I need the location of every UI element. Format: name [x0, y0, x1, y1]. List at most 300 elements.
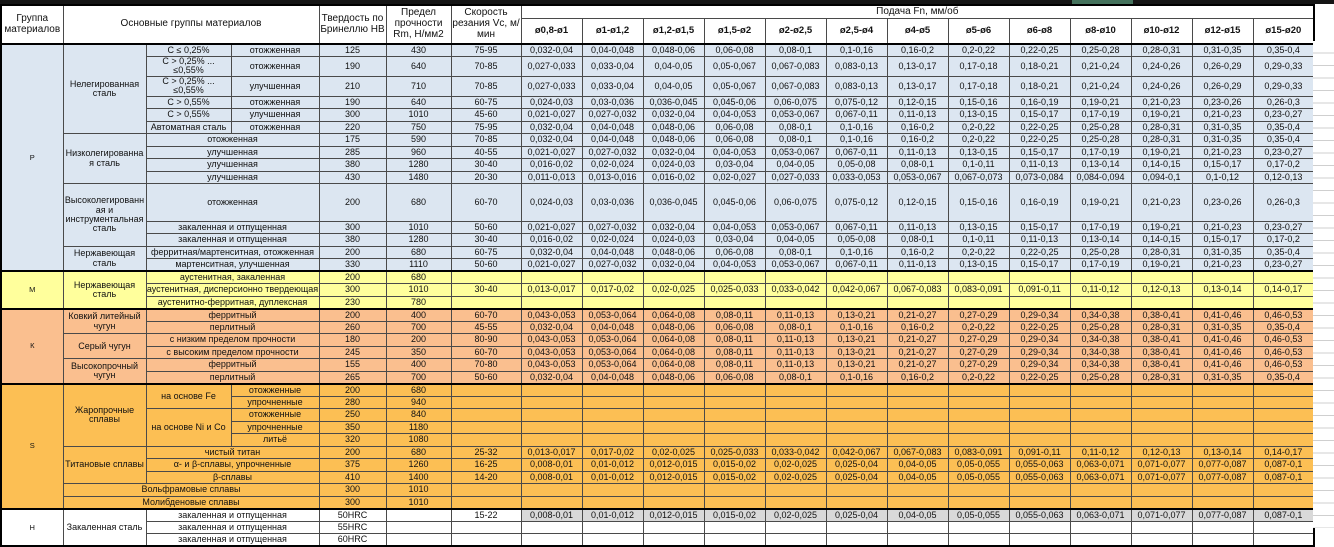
hardness-cell[interactable]: 190	[319, 57, 386, 77]
feed-value-cell[interactable]: 0,015-0,02	[704, 471, 765, 484]
feed-value-cell[interactable]: 0,06-0,08	[704, 321, 765, 334]
feed-value-cell[interactable]	[1070, 534, 1131, 547]
material-label-cell[interactable]: Серый чугун	[63, 334, 146, 359]
strength-cell[interactable]: 1110	[386, 259, 451, 272]
feed-value-cell[interactable]	[1253, 296, 1314, 309]
feed-value-cell[interactable]	[643, 296, 704, 309]
feed-value-cell[interactable]: 0,02-0,024	[582, 234, 643, 247]
feed-value-cell[interactable]: 0,1-0,11	[948, 234, 1009, 247]
feed-value-cell[interactable]: 0,008-0,01	[521, 471, 582, 484]
feed-value-cell[interactable]: 0,34-0,38	[1070, 346, 1131, 359]
feed-value-cell[interactable]	[826, 421, 887, 434]
feed-value-cell[interactable]: 0,13-0,15	[948, 221, 1009, 234]
feed-value-cell[interactable]	[1192, 421, 1253, 434]
feed-value-cell[interactable]: 0,29-0,34	[1009, 359, 1070, 372]
feed-value-cell[interactable]	[1131, 484, 1192, 497]
strength-cell[interactable]: 1080	[386, 434, 451, 447]
feed-value-cell[interactable]	[1192, 496, 1253, 509]
feed-value-cell[interactable]	[887, 496, 948, 509]
feed-value-cell[interactable]	[643, 484, 704, 497]
hardness-cell[interactable]: 380	[319, 159, 386, 172]
feed-value-cell[interactable]	[1009, 484, 1070, 497]
feed-value-cell[interactable]: 0,01-0,012	[582, 459, 643, 472]
feed-value-cell[interactable]	[948, 384, 1009, 397]
feed-value-cell[interactable]: 0,03-0,036	[582, 96, 643, 109]
feed-value-cell[interactable]: 0,19-0,21	[1070, 184, 1131, 222]
feed-value-cell[interactable]: 0,064-0,08	[643, 309, 704, 322]
feed-value-cell[interactable]	[582, 534, 643, 547]
material-label-cell[interactable]: ферритная/мартенситная, отожженная	[146, 246, 319, 259]
feed-value-cell[interactable]: 0,027-0,032	[582, 146, 643, 159]
feed-value-cell[interactable]: 0,27-0,29	[948, 346, 1009, 359]
feed-value-cell[interactable]: 0,012-0,015	[643, 509, 704, 522]
feed-value-cell[interactable]: 0,048-0,06	[643, 321, 704, 334]
feed-value-cell[interactable]: 0,15-0,17	[1192, 159, 1253, 172]
feed-value-cell[interactable]	[1192, 534, 1253, 547]
speed-cell[interactable]	[451, 521, 521, 534]
material-label-cell[interactable]: C > 0,55%	[146, 96, 231, 109]
material-label-cell[interactable]: Нержавеющая сталь	[63, 246, 146, 271]
material-label-cell[interactable]: аустенитная, дисперсионно твердеющая	[146, 284, 319, 295]
feed-value-cell[interactable]: 0,063-0,071	[1070, 459, 1131, 472]
feed-value-cell[interactable]	[521, 496, 582, 509]
feed-value-cell[interactable]	[704, 521, 765, 534]
feed-value-cell[interactable]: 0,045-0,06	[704, 184, 765, 222]
feed-value-cell[interactable]	[521, 271, 582, 284]
feed-value-cell[interactable]: 0,21-0,27	[887, 359, 948, 372]
feed-value-cell[interactable]: 0,14-0,17	[1253, 284, 1314, 297]
material-label-cell[interactable]: Закаленная сталь	[63, 509, 146, 547]
material-label-cell[interactable]: Ковкий литейный чугун	[63, 309, 146, 334]
feed-value-cell[interactable]: 0,063-0,071	[1070, 471, 1131, 484]
hardness-cell[interactable]: 60HRC	[319, 534, 386, 547]
feed-value-cell[interactable]: 0,033-0,053	[826, 171, 887, 184]
feed-value-cell[interactable]: 0,16-0,2	[887, 246, 948, 259]
feed-value-cell[interactable]	[887, 384, 948, 397]
feed-value-cell[interactable]: 0,048-0,06	[643, 44, 704, 57]
feed-value-cell[interactable]: 0,12-0,15	[887, 96, 948, 109]
feed-value-cell[interactable]: 0,18-0,21	[1009, 76, 1070, 96]
feed-value-cell[interactable]	[1192, 521, 1253, 534]
feed-value-cell[interactable]: 0,11-0,12	[1070, 284, 1131, 297]
material-label-cell[interactable]: Высокопрочный чугун	[63, 359, 146, 384]
strength-cell[interactable]: 1010	[386, 496, 451, 509]
hardness-cell[interactable]: 210	[319, 76, 386, 96]
feed-value-cell[interactable]	[704, 296, 765, 309]
feed-value-cell[interactable]	[521, 409, 582, 422]
feed-value-cell[interactable]	[1009, 421, 1070, 434]
speed-cell[interactable]: 70-80	[451, 359, 521, 372]
feed-value-cell[interactable]: 0,024-0,03	[521, 96, 582, 109]
feed-value-cell[interactable]: 0,094-0,1	[1131, 171, 1192, 184]
header-diameter[interactable]: ø1,5-ø2	[704, 19, 765, 45]
feed-value-cell[interactable]: 0,15-0,17	[1192, 234, 1253, 247]
material-label-cell[interactable]: Титановые сплавы	[63, 446, 146, 484]
feed-value-cell[interactable]: 0,28-0,31	[1131, 246, 1192, 259]
feed-value-cell[interactable]: 0,12-0,13	[1131, 446, 1192, 459]
feed-value-cell[interactable]: 0,011-0,013	[521, 171, 582, 184]
feed-value-cell[interactable]	[1009, 434, 1070, 447]
material-label-cell[interactable]: отожженные	[231, 384, 319, 397]
hardness-cell[interactable]: 380	[319, 234, 386, 247]
strength-cell[interactable]: 640	[386, 96, 451, 109]
hardness-cell[interactable]: 200	[319, 246, 386, 259]
feed-value-cell[interactable]: 0,21-0,23	[1131, 184, 1192, 222]
feed-value-cell[interactable]	[643, 384, 704, 397]
material-label-cell[interactable]: Высоколегированная и инструментальная сталь	[63, 184, 146, 247]
feed-value-cell[interactable]: 0,055-0,063	[1009, 509, 1070, 522]
feed-value-cell[interactable]: 0,025-0,033	[704, 284, 765, 297]
feed-value-cell[interactable]: 0,01-0,012	[582, 471, 643, 484]
speed-cell[interactable]: 80-90	[451, 334, 521, 347]
feed-value-cell[interactable]	[887, 296, 948, 309]
feed-value-cell[interactable]: 0,03-0,04	[704, 159, 765, 172]
group-letter-cell[interactable]: М	[1, 271, 63, 309]
feed-value-cell[interactable]: 0,067-0,11	[826, 146, 887, 159]
feed-value-cell[interactable]: 0,02-0,025	[765, 459, 826, 472]
material-label-cell[interactable]: упрочненные	[231, 421, 319, 434]
feed-value-cell[interactable]	[1253, 396, 1314, 409]
feed-value-cell[interactable]: 0,31-0,35	[1192, 371, 1253, 384]
feed-value-cell[interactable]: 0,08-0,1	[765, 134, 826, 147]
material-label-cell[interactable]: Низколегированная сталь	[63, 134, 146, 184]
feed-value-cell[interactable]: 0,19-0,21	[1131, 259, 1192, 272]
speed-cell[interactable]: 20-30	[451, 171, 521, 184]
feed-value-cell[interactable]: 0,18-0,21	[1009, 57, 1070, 77]
feed-value-cell[interactable]: 0,27-0,29	[948, 334, 1009, 347]
strength-cell[interactable]: 700	[386, 321, 451, 334]
feed-value-cell[interactable]: 0,22-0,25	[1009, 246, 1070, 259]
feed-value-cell[interactable]	[826, 409, 887, 422]
feed-value-cell[interactable]: 0,1-0,16	[826, 134, 887, 147]
material-label-cell[interactable]: с низким пределом прочности	[146, 334, 319, 347]
feed-value-cell[interactable]	[765, 409, 826, 422]
feed-value-cell[interactable]: 0,15-0,16	[948, 96, 1009, 109]
material-label-cell[interactable]: на основе Ni и Co	[146, 409, 231, 447]
feed-value-cell[interactable]	[643, 496, 704, 509]
feed-value-cell[interactable]: 0,06-0,075	[765, 184, 826, 222]
feed-value-cell[interactable]: 0,24-0,26	[1131, 76, 1192, 96]
feed-value-cell[interactable]: 0,032-0,04	[521, 321, 582, 334]
feed-value-cell[interactable]: 0,46-0,53	[1253, 359, 1314, 372]
feed-value-cell[interactable]: 0,015-0,02	[704, 459, 765, 472]
strength-cell[interactable]: 1180	[386, 421, 451, 434]
feed-value-cell[interactable]	[643, 521, 704, 534]
feed-value-cell[interactable]: 0,077-0,087	[1192, 471, 1253, 484]
feed-value-cell[interactable]	[1253, 421, 1314, 434]
feed-value-cell[interactable]: 0,13-0,17	[887, 76, 948, 96]
feed-value-cell[interactable]: 0,036-0,045	[643, 96, 704, 109]
strength-cell[interactable]: 430	[386, 44, 451, 57]
feed-value-cell[interactable]: 0,016-0,02	[521, 159, 582, 172]
feed-value-cell[interactable]	[826, 496, 887, 509]
feed-value-cell[interactable]: 0,11-0,13	[765, 334, 826, 347]
speed-cell[interactable]: 15-22	[451, 509, 521, 522]
feed-value-cell[interactable]: 0,13-0,21	[826, 334, 887, 347]
feed-value-cell[interactable]: 0,04-0,05	[887, 459, 948, 472]
feed-value-cell[interactable]	[582, 496, 643, 509]
material-label-cell[interactable]: C > 0,25% ... ≤0,55%	[146, 76, 231, 96]
material-label-cell[interactable]: закаленная и отпущенная	[146, 221, 319, 234]
feed-value-cell[interactable]: 0,15-0,17	[1009, 146, 1070, 159]
speed-cell[interactable]: 30-40	[451, 284, 521, 297]
feed-value-cell[interactable]	[582, 271, 643, 284]
feed-value-cell[interactable]: 0,021-0,027	[521, 146, 582, 159]
feed-value-cell[interactable]: 0,05-0,08	[826, 234, 887, 247]
feed-value-cell[interactable]	[765, 484, 826, 497]
feed-value-cell[interactable]	[765, 434, 826, 447]
hardness-cell[interactable]: 320	[319, 434, 386, 447]
strength-cell[interactable]: 1280	[386, 159, 451, 172]
feed-value-cell[interactable]: 0,34-0,38	[1070, 334, 1131, 347]
feed-value-cell[interactable]: 0,016-0,02	[521, 234, 582, 247]
feed-value-cell[interactable]: 0,032-0,04	[643, 259, 704, 272]
strength-cell[interactable]: 680	[386, 271, 451, 284]
material-label-cell[interactable]: ферритный	[146, 309, 319, 322]
feed-value-cell[interactable]: 0,21-0,24	[1070, 76, 1131, 96]
hardness-cell[interactable]: 280	[319, 396, 386, 409]
feed-value-cell[interactable]	[1192, 271, 1253, 284]
feed-value-cell[interactable]: 0,015-0,02	[704, 509, 765, 522]
strength-cell[interactable]: 700	[386, 371, 451, 384]
feed-value-cell[interactable]	[1253, 484, 1314, 497]
feed-value-cell[interactable]	[826, 434, 887, 447]
feed-value-cell[interactable]: 0,21-0,23	[1192, 221, 1253, 234]
feed-value-cell[interactable]	[826, 534, 887, 547]
feed-value-cell[interactable]: 0,04-0,05	[643, 76, 704, 96]
feed-value-cell[interactable]: 0,08-0,1	[765, 121, 826, 134]
feed-value-cell[interactable]: 0,35-0,4	[1253, 321, 1314, 334]
feed-value-cell[interactable]: 0,2-0,22	[948, 134, 1009, 147]
feed-value-cell[interactable]	[582, 421, 643, 434]
material-label-cell[interactable]: улучшенная	[231, 76, 319, 96]
feed-value-cell[interactable]: 0,045-0,06	[704, 96, 765, 109]
strength-cell[interactable]	[386, 521, 451, 534]
material-label-cell[interactable]: перлитный	[146, 371, 319, 384]
strength-cell[interactable]: 1480	[386, 171, 451, 184]
feed-value-cell[interactable]: 0,22-0,25	[1009, 321, 1070, 334]
feed-value-cell[interactable]: 0,16-0,19	[1009, 96, 1070, 109]
speed-cell[interactable]: 50-60	[451, 259, 521, 272]
feed-value-cell[interactable]: 0,04-0,048	[582, 134, 643, 147]
material-label-cell[interactable]: перлитный	[146, 321, 319, 334]
feed-value-cell[interactable]: 0,15-0,17	[1009, 259, 1070, 272]
hardness-cell[interactable]: 300	[319, 484, 386, 497]
feed-value-cell[interactable]: 0,12-0,13	[1131, 284, 1192, 297]
feed-value-cell[interactable]: 0,06-0,08	[704, 44, 765, 57]
hardness-cell[interactable]: 175	[319, 134, 386, 147]
feed-value-cell[interactable]	[582, 296, 643, 309]
feed-value-cell[interactable]: 0,22-0,25	[1009, 44, 1070, 57]
feed-value-cell[interactable]: 0,25-0,28	[1070, 246, 1131, 259]
feed-value-cell[interactable]: 0,017-0,02	[582, 446, 643, 459]
feed-value-cell[interactable]: 0,34-0,38	[1070, 359, 1131, 372]
feed-value-cell[interactable]: 0,021-0,027	[521, 259, 582, 272]
feed-value-cell[interactable]	[704, 396, 765, 409]
feed-value-cell[interactable]	[948, 521, 1009, 534]
material-label-cell[interactable]: Нелегированная сталь	[63, 44, 146, 134]
material-label-cell[interactable]: Нержавеющая сталь	[63, 271, 146, 309]
feed-value-cell[interactable]: 0,13-0,15	[948, 259, 1009, 272]
feed-value-cell[interactable]: 0,11-0,13	[887, 221, 948, 234]
material-label-cell[interactable]: ферритный	[146, 359, 319, 372]
feed-value-cell[interactable]: 0,048-0,06	[643, 134, 704, 147]
feed-value-cell[interactable]: 0,027-0,033	[521, 76, 582, 96]
feed-value-cell[interactable]: 0,077-0,087	[1192, 459, 1253, 472]
feed-value-cell[interactable]: 0,28-0,31	[1131, 321, 1192, 334]
feed-value-cell[interactable]: 0,21-0,27	[887, 346, 948, 359]
feed-value-cell[interactable]	[948, 396, 1009, 409]
speed-cell[interactable]: 45-55	[451, 321, 521, 334]
feed-value-cell[interactable]	[887, 484, 948, 497]
feed-value-cell[interactable]	[1070, 271, 1131, 284]
feed-value-cell[interactable]: 0,02-0,025	[765, 471, 826, 484]
material-label-cell[interactable]: Вольфрамовые сплавы	[63, 484, 319, 497]
feed-value-cell[interactable]: 0,063-0,071	[1070, 509, 1131, 522]
feed-value-cell[interactable]	[521, 434, 582, 447]
feed-value-cell[interactable]	[887, 421, 948, 434]
feed-value-cell[interactable]: 0,02-0,025	[643, 446, 704, 459]
feed-value-cell[interactable]: 0,01-0,012	[582, 509, 643, 522]
feed-value-cell[interactable]: 0,042-0,067	[826, 446, 887, 459]
feed-value-cell[interactable]: 0,11-0,12	[1070, 446, 1131, 459]
feed-value-cell[interactable]: 0,053-0,067	[887, 171, 948, 184]
hardness-cell[interactable]: 230	[319, 296, 386, 309]
speed-cell[interactable]	[451, 384, 521, 397]
feed-value-cell[interactable]: 0,027-0,032	[582, 221, 643, 234]
feed-value-cell[interactable]: 0,024-0,03	[643, 234, 704, 247]
feed-value-cell[interactable]: 0,28-0,31	[1131, 121, 1192, 134]
feed-value-cell[interactable]	[1009, 534, 1070, 547]
feed-value-cell[interactable]: 0,04-0,05	[887, 509, 948, 522]
feed-value-cell[interactable]: 0,17-0,18	[948, 57, 1009, 77]
feed-value-cell[interactable]	[765, 534, 826, 547]
feed-value-cell[interactable]: 0,064-0,08	[643, 359, 704, 372]
hardness-cell[interactable]: 430	[319, 171, 386, 184]
material-label-cell[interactable]: закаленная и отпущенная	[146, 509, 319, 522]
feed-value-cell[interactable]: 0,41-0,46	[1192, 359, 1253, 372]
material-label-cell[interactable]: мартенситная, улучшенная	[146, 259, 319, 272]
feed-value-cell[interactable]: 0,21-0,23	[1192, 259, 1253, 272]
speed-cell[interactable]: 50-60	[451, 371, 521, 384]
feed-value-cell[interactable]: 0,04-0,05	[643, 57, 704, 77]
feed-value-cell[interactable]: 0,38-0,41	[1131, 359, 1192, 372]
feed-value-cell[interactable]	[948, 434, 1009, 447]
feed-value-cell[interactable]: 0,025-0,033	[704, 446, 765, 459]
feed-value-cell[interactable]: 0,04-0,05	[765, 159, 826, 172]
feed-value-cell[interactable]	[765, 271, 826, 284]
speed-cell[interactable]: 50-60	[451, 221, 521, 234]
feed-value-cell[interactable]: 0,17-0,19	[1070, 109, 1131, 122]
feed-value-cell[interactable]: 0,077-0,087	[1192, 509, 1253, 522]
feed-value-cell[interactable]	[582, 396, 643, 409]
feed-value-cell[interactable]: 0,27-0,29	[948, 359, 1009, 372]
feed-value-cell[interactable]	[1070, 484, 1131, 497]
feed-value-cell[interactable]	[521, 421, 582, 434]
feed-value-cell[interactable]: 0,024-0,03	[643, 159, 704, 172]
feed-value-cell[interactable]: 0,03-0,04	[704, 234, 765, 247]
hardness-cell[interactable]: 200	[319, 271, 386, 284]
feed-value-cell[interactable]: 0,21-0,23	[1192, 109, 1253, 122]
material-label-cell[interactable]: улучшенная	[146, 146, 319, 159]
feed-value-cell[interactable]: 0,053-0,067	[765, 146, 826, 159]
feed-value-cell[interactable]: 0,025-0,04	[826, 509, 887, 522]
hardness-cell[interactable]: 190	[319, 96, 386, 109]
feed-value-cell[interactable]: 0,17-0,19	[1070, 259, 1131, 272]
header-diameter[interactable]: ø10-ø12	[1131, 19, 1192, 45]
strength-cell[interactable]: 780	[386, 296, 451, 309]
feed-value-cell[interactable]	[521, 484, 582, 497]
speed-cell[interactable]	[451, 484, 521, 497]
feed-value-cell[interactable]: 0,22-0,25	[1009, 121, 1070, 134]
feed-value-cell[interactable]	[948, 484, 1009, 497]
feed-value-cell[interactable]: 0,19-0,21	[1131, 221, 1192, 234]
feed-value-cell[interactable]: 0,29-0,33	[1253, 76, 1314, 96]
feed-value-cell[interactable]	[1009, 296, 1070, 309]
header-diameter[interactable]: ø0,8-ø1	[521, 19, 582, 45]
feed-value-cell[interactable]: 0,46-0,53	[1253, 346, 1314, 359]
feed-value-cell[interactable]: 0,067-0,083	[887, 284, 948, 297]
feed-value-cell[interactable]: 0,06-0,08	[704, 134, 765, 147]
material-label-cell[interactable]: аустенитно-ферритная, дуплексная	[146, 296, 319, 309]
strength-cell[interactable]: 840	[386, 409, 451, 422]
feed-value-cell[interactable]	[1253, 409, 1314, 422]
header-hardness[interactable]: Твердость по Бринеллю HB	[319, 5, 386, 44]
feed-value-cell[interactable]: 0,22-0,25	[1009, 371, 1070, 384]
feed-value-cell[interactable]: 0,27-0,29	[948, 309, 1009, 322]
feed-value-cell[interactable]: 0,08-0,1	[765, 321, 826, 334]
feed-value-cell[interactable]: 0,064-0,08	[643, 346, 704, 359]
feed-value-cell[interactable]	[521, 521, 582, 534]
feed-value-cell[interactable]: 0,071-0,077	[1131, 459, 1192, 472]
feed-value-cell[interactable]: 0,04-0,048	[582, 321, 643, 334]
feed-value-cell[interactable]	[704, 434, 765, 447]
material-label-cell[interactable]: α- и β-сплавы, упрочненные	[146, 459, 319, 472]
feed-value-cell[interactable]: 0,13-0,21	[826, 309, 887, 322]
feed-value-cell[interactable]	[887, 409, 948, 422]
feed-value-cell[interactable]	[765, 496, 826, 509]
feed-value-cell[interactable]: 0,26-0,3	[1253, 96, 1314, 109]
feed-value-cell[interactable]: 0,16-0,2	[887, 321, 948, 334]
feed-value-cell[interactable]	[582, 384, 643, 397]
feed-value-cell[interactable]: 0,02-0,024	[582, 159, 643, 172]
feed-value-cell[interactable]	[826, 384, 887, 397]
header-diameter[interactable]: ø1-ø1,2	[582, 19, 643, 45]
feed-value-cell[interactable]	[1070, 434, 1131, 447]
feed-value-cell[interactable]: 0,091-0,11	[1009, 284, 1070, 297]
feed-value-cell[interactable]: 0,31-0,35	[1192, 121, 1253, 134]
feed-value-cell[interactable]: 0,08-0,11	[704, 309, 765, 322]
speed-cell[interactable]: 40-55	[451, 146, 521, 159]
feed-value-cell[interactable]	[948, 271, 1009, 284]
feed-value-cell[interactable]: 0,14-0,17	[1253, 446, 1314, 459]
feed-value-cell[interactable]	[826, 271, 887, 284]
feed-value-cell[interactable]: 0,11-0,13	[887, 259, 948, 272]
feed-value-cell[interactable]: 0,012-0,015	[643, 459, 704, 472]
strength-cell[interactable]: 400	[386, 359, 451, 372]
hardness-cell[interactable]: 375	[319, 459, 386, 472]
feed-value-cell[interactable]: 0,13-0,14	[1070, 234, 1131, 247]
feed-value-cell[interactable]: 0,13-0,14	[1192, 284, 1253, 297]
feed-value-cell[interactable]: 0,12-0,15	[887, 184, 948, 222]
feed-value-cell[interactable]: 0,067-0,083	[887, 446, 948, 459]
material-label-cell[interactable]: отожженная	[146, 134, 319, 147]
feed-value-cell[interactable]: 0,1-0,16	[826, 321, 887, 334]
strength-cell[interactable]: 750	[386, 121, 451, 134]
hardness-cell[interactable]: 200	[319, 384, 386, 397]
strength-cell[interactable]: 200	[386, 334, 451, 347]
feed-value-cell[interactable]: 0,043-0,053	[521, 359, 582, 372]
